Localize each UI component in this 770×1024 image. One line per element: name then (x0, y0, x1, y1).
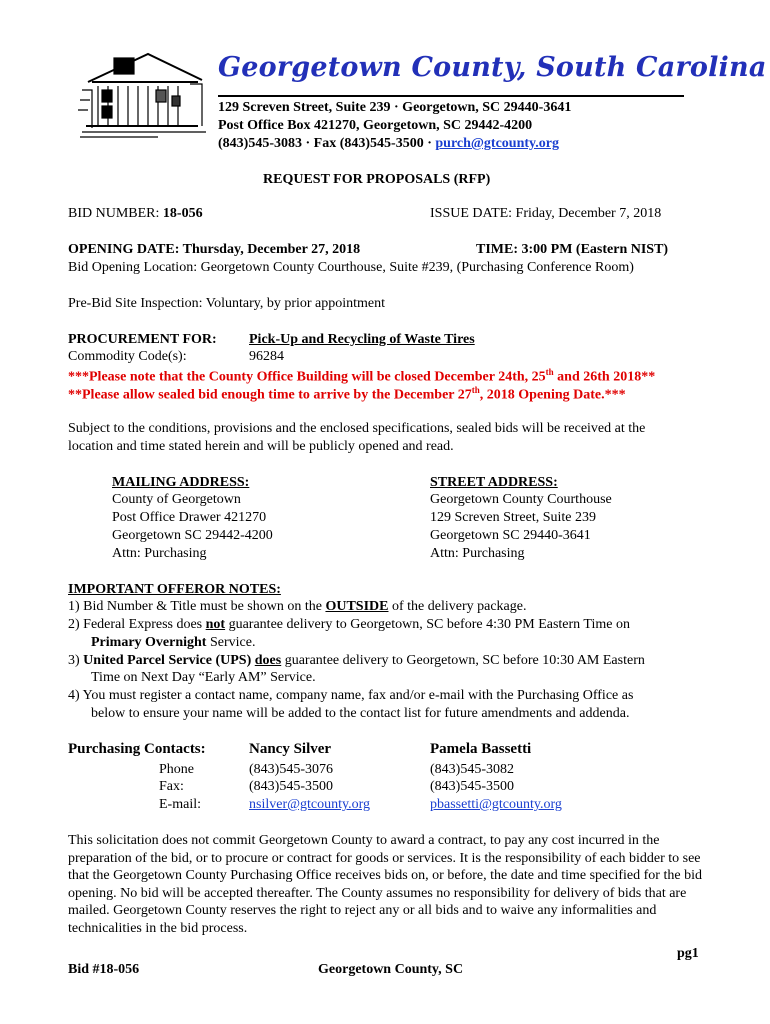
contact-phone-1: (843)545-3076 (249, 762, 333, 777)
street-line: Georgetown SC 29440-3641 (430, 528, 591, 543)
bid-number-value: 18-056 (162, 206, 203, 221)
header-rule (218, 95, 684, 97)
closure-notice-end: and 26th 2018** (553, 369, 656, 385)
opening-date: OPENING DATE: Thursday, December 27, 2018 (68, 242, 361, 257)
issue-date: ISSUE DATE: Friday, December 7, 2018 (430, 206, 662, 221)
bid-number (68, 206, 203, 222)
note-text: Service. (206, 635, 256, 650)
note-emphasis: OUTSIDE (325, 599, 389, 614)
bid-number-label: BID NUMBER: (68, 206, 163, 221)
procurement-label: PROCUREMENT FOR: (68, 332, 217, 347)
row-label-phone: Phone (159, 762, 194, 777)
prebid-inspection: Pre-Bid Site Inspection: Voluntary, by prior appointment (68, 296, 386, 311)
contact-email-1[interactable]: nsilver@gtcounty.org (249, 797, 370, 812)
rfp-heading: REQUEST FOR PROPOSALS (RFP) (263, 172, 491, 187)
contact-fax-2: (843)545-3500 (430, 779, 514, 794)
street-line: Georgetown County Courthouse (430, 492, 612, 507)
contact-name-1: Nancy Silver (249, 741, 332, 757)
note-3 (68, 653, 645, 669)
note-emphasis: not (205, 617, 226, 632)
footer-county: Georgetown County, SC (318, 962, 464, 977)
notes-heading: IMPORTANT OFFEROR NOTES: (68, 582, 281, 597)
note-4-cont: below to ensure your name will be added to the contact list for future amendments and addenda. (91, 706, 630, 721)
note-text: 2) Federal Express does (68, 617, 206, 632)
courthouse-logo (78, 40, 210, 140)
note-emphasis: United Parcel Service (UPS) (83, 653, 255, 668)
commodity-label: Commodity Code(s): (68, 349, 187, 364)
purch-email-link[interactable]: purch@gtcounty.org (435, 136, 559, 151)
contacts-label: Purchasing Contacts: (68, 741, 206, 757)
note-emphasis: does (254, 653, 282, 668)
disclaimer-paragraph: This solicitation does not commit Georgetown County to award a contract, to pay any cost incurred in the preparation of the bid, or to procure or contract for goods or services. It is the responsibility of each bidder to see that the Georgetown County Purchasing Office receives bids on, or before, the date and time specified for the bid opening. No bid will be accepted thereafter. The County assumes no responsibility for delivery of bids that are mailed. Georgetown County reserves the right to reject any or all bids and to waive any informalities and technicalities in the bid process. (68, 833, 702, 936)
mailing-line: Post Office Drawer 421270 (112, 510, 267, 525)
closure-notice-sup: th (545, 367, 554, 377)
opening-location: Bid Opening Location: Georgetown County Courthouse, Suite #239, (Purchasing Conference Room) (68, 260, 634, 275)
note-text: of the delivery package. (388, 599, 527, 614)
note-1 (68, 599, 526, 615)
subject-line-1: Subject to the conditions, provisions and the enclosed specifications, sealed bids will be received at the (68, 421, 646, 436)
row-label-email: E-mail: (159, 797, 201, 812)
note-text: 1) Bid Number & Title must be shown on the (68, 599, 326, 614)
closure-notice (68, 367, 655, 386)
commodity-value: 96284 (249, 349, 284, 364)
subject-line-2: location and time stated herein and will be publicly opened and read. (68, 439, 454, 454)
closure-notice-text: ***Please note that the County Office Building will be closed December 24th, 25 (68, 369, 546, 385)
contact-line (218, 136, 559, 152)
street-line: Attn: Purchasing (430, 546, 525, 561)
note-3-cont: Time on Next Day “Early AM” Service. (91, 670, 316, 685)
row-label-fax: Fax: (159, 779, 184, 794)
contact-email-2[interactable]: pbassetti@gtcounty.org (430, 797, 562, 812)
address-line-1: 129 Screven Street, Suite 239 · Georgetown, SC 29440-3641 (218, 100, 572, 115)
note-2 (68, 617, 630, 633)
footer-bid-number: Bid #18-056 (68, 962, 140, 977)
page-number: pg1 (677, 946, 699, 961)
mailing-line: Georgetown SC 29442-4200 (112, 528, 273, 543)
arrival-notice (68, 385, 626, 404)
note-emphasis: Primary Overnight (91, 635, 207, 650)
note-text: 3) (68, 653, 84, 668)
note-text: guarantee delivery to Georgetown, SC before 10:30 AM Eastern (281, 653, 645, 668)
procurement-value: Pick-Up and Recycling of Waste Tires (249, 332, 475, 347)
contact-fax-1: (843)545-3500 (249, 779, 333, 794)
mailing-heading: MAILING ADDRESS: (112, 475, 250, 490)
contact-name-2: Pamela Bassetti (430, 741, 532, 757)
address-line-2: Post Office Box 421270, Georgetown, SC 29442-4200 (218, 118, 533, 133)
arrival-notice-text: **Please allow sealed bid enough time to arrive by the December 27 (68, 387, 472, 403)
opening-time: TIME: 3:00 PM (Eastern NIST) (476, 242, 669, 257)
arrival-notice-sup: th (471, 385, 480, 395)
mailing-line: County of Georgetown (112, 492, 241, 507)
contact-phone-2: (843)545-3082 (430, 762, 514, 777)
phone-fax-text: (843)545-3083 · Fax (843)545-3500 · (218, 136, 436, 151)
street-line: 129 Screven Street, Suite 239 (430, 510, 597, 525)
county-title: Georgetown County, South Carolina (218, 52, 767, 83)
note-2-cont (91, 635, 255, 651)
note-text: guarantee delivery to Georgetown, SC before 4:30 PM Eastern Time on (225, 617, 630, 632)
arrival-notice-end: , 2018 Opening Date.*** (479, 387, 626, 403)
street-heading: STREET ADDRESS: (430, 475, 558, 490)
note-4: 4) You must register a contact name, company name, fax and/or e-mail with the Purchasing Office as (68, 688, 634, 703)
mailing-line: Attn: Purchasing (112, 546, 207, 561)
